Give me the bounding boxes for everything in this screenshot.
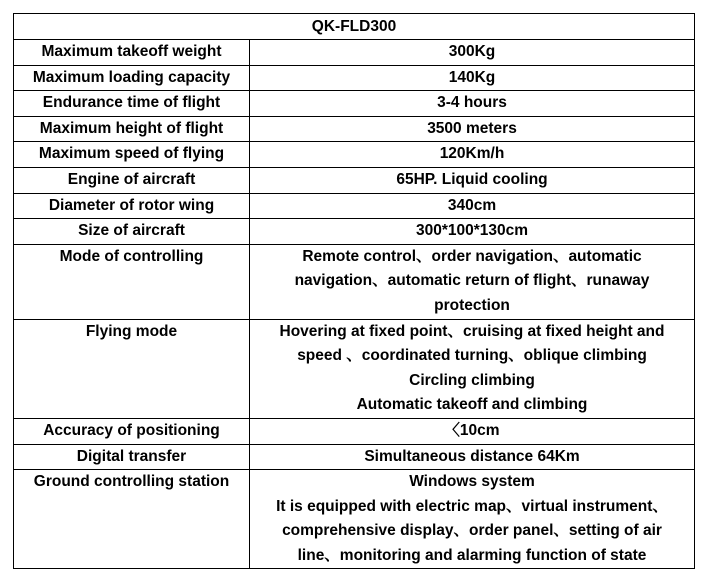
value-line: navigation、automatic return of flight、runaway	[294, 272, 650, 290]
table-row	[14, 244, 695, 319]
row-label: Ground controlling station	[14, 470, 250, 569]
value-line: 120Km/h	[439, 145, 505, 163]
row-label: Mode of controlling	[14, 244, 250, 319]
row-value	[250, 40, 695, 66]
value-line: line、monitoring and alarming function of state	[297, 546, 647, 564]
value-line: protection	[434, 296, 510, 314]
row-label: Maximum takeoff weight	[14, 40, 250, 66]
row-label: Maximum height of flight	[14, 116, 250, 142]
value-line: 140Kg	[448, 68, 496, 86]
table-row	[14, 418, 695, 444]
row-value	[250, 244, 695, 319]
row-value	[250, 319, 695, 418]
table-row	[14, 470, 695, 569]
row-label: Maximum loading capacity	[14, 65, 250, 91]
value-line: Automatic takeoff and climbing	[356, 396, 588, 414]
value-line: Remote control、order navigation、automatic	[302, 247, 642, 265]
table-row	[14, 167, 695, 193]
value-line: Circling climbing	[409, 371, 535, 389]
table-row	[14, 91, 695, 117]
value-line: comprehensive display、order panel、setting of air	[282, 522, 662, 540]
table-row	[14, 193, 695, 219]
value-line: 3-4 hours	[437, 94, 507, 112]
table-row	[14, 40, 695, 66]
value-line: 3500 meters	[427, 119, 517, 137]
value-line: 〈10cm	[444, 421, 500, 439]
row-value	[250, 470, 695, 569]
row-value	[250, 65, 695, 91]
row-label: Digital transfer	[14, 444, 250, 470]
value-line: Hovering at fixed point、cruising at fixed height and	[279, 322, 665, 340]
value-line: 300Kg	[448, 43, 496, 60]
table-row	[14, 116, 695, 142]
value-line: 65HP. Liquid cooling	[396, 170, 548, 188]
value-line: Simultaneous distance 64Km	[364, 447, 580, 465]
row-value	[250, 167, 695, 193]
row-label: Accuracy of positioning	[14, 418, 250, 444]
value-line: 300*100*130cm	[415, 222, 529, 240]
spec-table	[13, 13, 695, 569]
row-value	[250, 418, 695, 444]
table-row	[14, 65, 695, 91]
row-label: Diameter of rotor wing	[14, 193, 250, 219]
row-label: Engine of aircraft	[14, 167, 250, 193]
value-line: It is equipped with electric map、virtual instrument、	[276, 497, 668, 515]
row-value	[250, 193, 695, 219]
row-value	[250, 116, 695, 142]
row-value	[250, 219, 695, 245]
value-line: speed 、coordinated turning、oblique climbing	[297, 347, 647, 365]
row-label: Size of aircraft	[14, 219, 250, 245]
value-line: Windows system	[409, 473, 535, 491]
table-row	[14, 444, 695, 470]
table-title-row	[14, 14, 695, 40]
table-row	[14, 319, 695, 418]
row-value	[250, 142, 695, 168]
row-label: Maximum speed of flying	[14, 142, 250, 168]
table-title: QK-FLD300	[14, 14, 695, 40]
row-value	[250, 444, 695, 470]
value-line: 340cm	[447, 196, 497, 214]
row-label: Endurance time of flight	[14, 91, 250, 117]
row-value	[250, 91, 695, 117]
row-label: Flying mode	[14, 319, 250, 418]
table-row	[14, 219, 695, 245]
table-row	[14, 142, 695, 168]
